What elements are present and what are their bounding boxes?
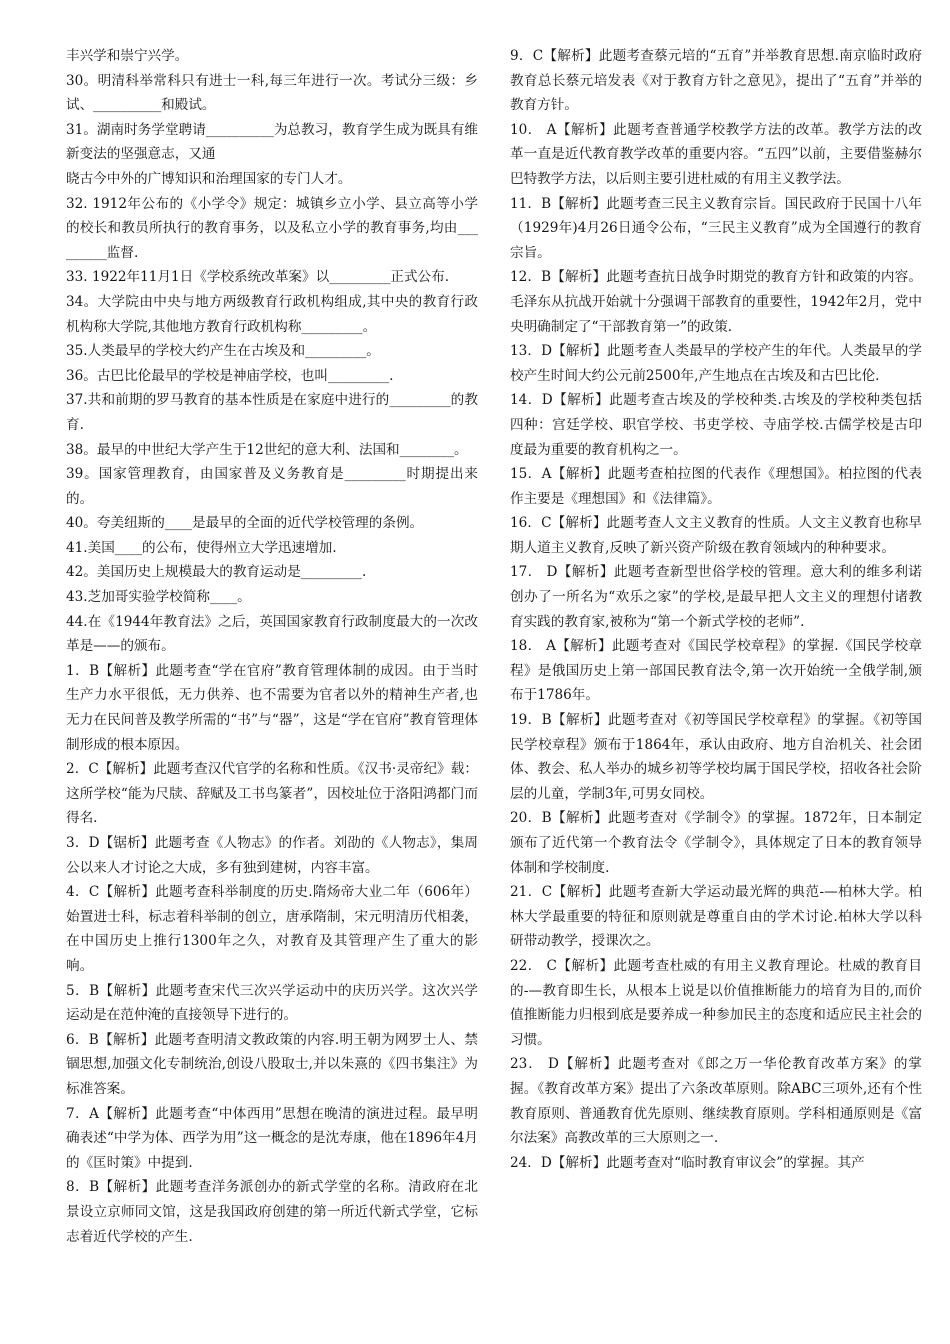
paragraph: 3．D【锯析】此题考查《人物志》的作者。刘劭的《人物志》，集周公以来人才讨论之大成，多有独到建树，内容丰富。 [66,835,478,876]
paragraph: 15．A【解析】此题考查柏拉图的代表作《理想国》。柏拉图的代表作主要是《理想国》和《法律篇》。 [510,466,922,507]
paragraph: 22． C【解析】此题考查杜威的有用主义教育理论。杜威的教育目的-—教育即生长，从根本上说是以价值推断能力的培育为目的,而价值推断能力归根到底是要养成一种参加民主的态度和适应民主社会的习惯。 [510,957,922,1048]
right-column [510,44,922,1175]
paragraph: 36。古巴比伦最早的学校是神庙学校，也叫_________. [66,367,394,384]
paragraph: 42。美国历史上规模最大的教育运动是_________. [66,564,367,581]
paragraph: 晓古今中外的广博知识和治理国家的专门人才。 [66,170,352,187]
paragraph: 4．C【解析】此题考查科举制度的历史.隋炀帝大业二年（606年）始置进士科，标志着科举制的创立，唐承隋制，宋元明清历代相袭，在中国历史上推行1300年之久，对教育及其管理产生了重大的影响。 [66,884,478,974]
paragraph: 17． D【解析】此题考查新型世俗学校的管理。意大利的维多利诺创办了一所名为“欢乐之家”的学校,是最早把人文主义的理想付诸教育实践的教育家,被称为“第一个新式学校的老师”. [510,564,922,630]
paragraph: 44.在《1944年教育法》之后，英国国家教育行政制度最大的一次改革是——的颁布。 [66,613,478,655]
paragraph: 30。明清科举常科只有进士一科,每三年进行一次。考试分三级：乡试、__________和殿试。 [66,72,478,114]
paragraph: 1．B【解析】此题考查“学在官府”教育管理体制的成因。由于当时生产力水平很低，无力供养、也不需要为官者以外的精神生产者,也无力在民间普及教学所需的“书”与“器”，这是“学在官府”教育管理体制形成的根本原因。 [66,662,478,753]
paragraph: 31。湖南时务学堂聘请__________为总教习，教育学生成为既具有维新变法的坚强意志，又通 [66,121,478,163]
paragraph: 35.人类最早的学校大约产生在古埃及和_________。 [66,343,380,360]
paragraph: 37.共和前期的罗马教育的基本性质是在家庭中进行的_________的教育. [66,392,478,433]
paragraph: 8．B【解析】此题考查洋务派创办的新式学堂的名称。清政府在北景设立京师同文馆，这是我国政府创建的第一所近代新式学堂，它标志着近代学校的产生. [66,1179,478,1245]
paragraph: 43.芝加哥实验学校简称____。 [66,589,251,606]
paragraph: 9．C【解析】此题考查蔡元培的“五育”并举教育思想.南京临时政府教育总长蔡元培发表《对于教育方针之意见》，提出了“五育”并举的教育方针。 [510,48,922,114]
paragraph: 20．B【解析】此题考查对《学制令》的掌握。1872年，日本制定颁布了近代第一个教育法令《学制令》，具体规定了日本的教育领导体制和学校制度. [510,810,922,876]
left-column [66,44,478,1249]
paragraph: 23． D【解析】此题考查对《郎之万一华伦教育改革方案》的掌握。《教育改革方案》提出了六条改革原则。除ABC三项外,还有个性教育原则、普通教育优先原则、继续教育原则。学科相通原则是《富尔法案》高教改革的三大原则之一. [510,1056,922,1147]
paragraph: 39。国家管理教育，由国家普及义务教育是_________时期提出来的。 [66,466,478,507]
paragraph: 11．B【解析】此题考查三民主义教育宗旨。国民政府于民国十八年（1929年)4月26日通令公布，“三民主义教育”成为全国遵行的教育宗旨。 [510,195,922,261]
paragraph: 12．B【解析】此题考查抗日战争时期党的教育方针和政策的内容。毛泽东从抗战开始就十分强调干部教育的重要性，1942年2月，党中央明确制定了“干部教育第一”的政策. [510,269,922,335]
paragraph: 6．B【解析】此题考查明清文教政策的内容.明王朝为网罗士人、禁锢思想,加强文化专制统治,创设八股取士,并以朱熹的《四书集注》为标准答案。 [66,1031,478,1097]
paragraph: 7．A【解析】此题考查“中体西用”思想在晚清的演进过程。最早明确表述“中学为体、西学为用”这一概念的是沈寿康，他在1896年4月的《匡时策》中提到. [66,1105,478,1171]
paragraph: 33. 1922年11月1日《学校系统改革案》以_________正式公布. [66,269,450,286]
paragraph: 2．C【解析】此题考查汉代官学的名称和性质。《汉书·灵帝纪》载：这所学校“能为尺牍、辞赋及工书鸟篆者”，因校址位于洛阳鸿都门而得名. [66,761,478,827]
paragraph: 40。夸美纽斯的____是最早的全面的近代学校管理的条例。 [66,515,424,532]
paragraph: 丰兴学和崇宁兴学。 [66,48,189,64]
paragraph: 32. 1912年公布的《小学令》规定：城镇乡立小学、县立高等小学的校长和教员所执行的教育事务，以及私立小学的教育事务,均由_________监督. [66,195,478,261]
paragraph: 10． A【解析】此题考查普通学校教学方法的改革。教学方法的改革一直是近代教育教学改革的重要内容。“五四”以前，主要借鉴赫尔巴特教学方法，以后则主要引进杜威的有用主义教学法。 [510,121,922,187]
paragraph: 38。最早的中世纪大学产生于12世纪的意大利、法国和________。 [66,441,468,458]
paragraph: 34。大学院由中央与地方两级教育行政机构组成,其中央的教育行政机构称大学院,其他地方教育行政机构称_________。 [66,293,478,335]
paragraph: 14．D【解析】此题考查古埃及的学校种类.古埃及的学校种类包括四种：宫廷学校、职官学校、书吏学校、寺庙学校.古儒学校是古印度最为重要的教育机构之一。 [510,392,922,458]
paragraph: 18． A【解析】此题考查对《国民学校章程》的掌握.《国民学校章程》是俄国历史上第一部国民教育法令,第一次开始统一全俄学制,颁布于1786年。 [510,638,922,704]
paragraph: 19．B【解析】此题考查对《初等国民学校章程》的掌握。《初等国民学校章程》颁布于1864年，承认由政府、地方自治机关、社会团体、教会、私人举办的城乡初等学校均属于国民学校，招收各社会阶层的儿童，学制3年,可男女同校。 [510,712,922,802]
paragraph: 24．D【解析】此题考查对“临时教育审议会”的掌握。其产 [510,1154,865,1171]
paragraph: 16．C【解析】此题考查人文主义教育的性质。人文主义教育也称早期人道主义教育,反映了新兴资产阶级在教育领域内的种种要求。 [510,515,922,556]
paragraph: 21．C【解析】此题考查新大学运动最光辉的典范-—柏林大学。柏林大学最重要的特征和原则就是尊重自由的学术讨论.柏林大学以科研带动教学，授课次之。 [510,884,922,950]
paragraph: 41.美国____的公布，使得州立大学迅速增加. [66,539,337,556]
paragraph: 5．B【解析】此题考查宋代三次兴学运动中的庆历兴学。这次兴学运动是在范仲淹的直接领导下进行的。 [66,982,478,1024]
paragraph: 13．D【解析】此题考查人类最早的学校产生的年代。人类最早的学校产生时间大约公元前2500年,产生地点在古埃及和古巴比伦. [510,343,922,384]
